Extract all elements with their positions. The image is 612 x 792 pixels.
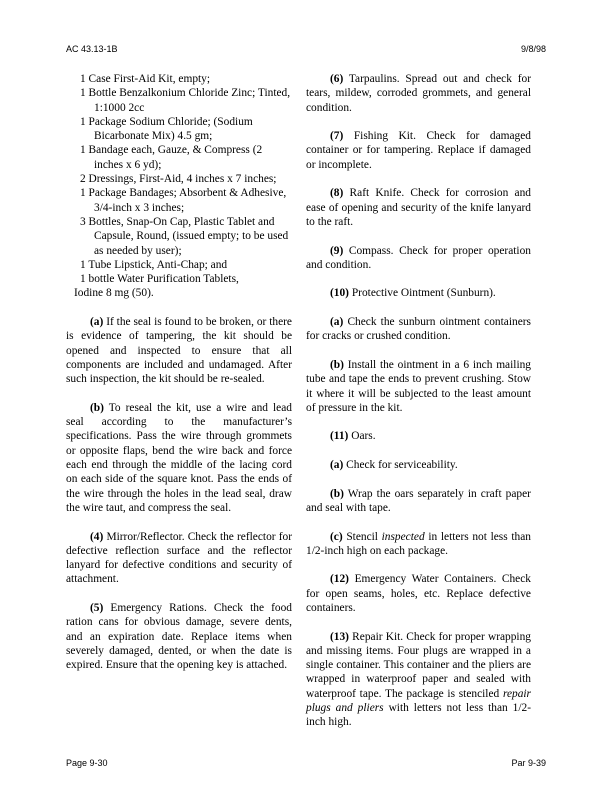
- paragraph-number: (b): [90, 401, 104, 414]
- paragraph-number: (9): [330, 244, 344, 257]
- footer-page-number: Page 9-30: [66, 758, 108, 768]
- list-item: 3 Bottles, Snap-On Cap, Plastic Tablet and Capsule, Round, (issued empty; to be used as needed by user);: [80, 215, 289, 257]
- paragraph-11c: [306, 530, 531, 559]
- list-item: 1 Package Bandages; Absorbent & Adhesive, 3/4-inch x 3 inches;: [80, 187, 287, 214]
- paragraph-number: (11): [330, 430, 349, 443]
- paragraph-text: Tarpaulins. Spread out and check for tears, mildew, corroded grommets, and general condition.: [306, 73, 531, 114]
- paragraph-11a: [306, 458, 531, 472]
- paragraph-text: Mirror/Reflector. Check the reflector for defective reflection surface and the reflector lanyard for defective conditions and security of attachment.: [66, 530, 292, 586]
- paragraph-b-reseal: [66, 401, 292, 515]
- paragraph-9-compass: [306, 244, 531, 273]
- paragraph-text: Check the sunburn ointment containers for cracks or crushed condition.: [306, 316, 531, 343]
- paragraph-6-tarpaulins: [306, 72, 531, 115]
- paragraph-number: (c): [330, 530, 343, 543]
- paragraph-4-mirror: [66, 530, 292, 587]
- paragraph-number: (4): [90, 530, 104, 543]
- list-item: 2 Dressings, First-Aid, 4 inches x 7 inches;: [80, 173, 277, 186]
- paragraph-text: Protective Ointment (Sunburn).: [351, 287, 496, 300]
- paragraph-a-broken-seal: [66, 315, 292, 386]
- kit-contents-list: [74, 72, 292, 301]
- header-doc-id: AC 43.13-1B: [66, 44, 118, 54]
- paragraph-12-water-containers: [306, 572, 531, 615]
- paragraph-number: (13): [330, 630, 349, 643]
- list-item: 1 bottle Water Purification Tablets,: [80, 273, 239, 286]
- right-column: [306, 72, 531, 744]
- paragraph-text: To reseal the kit, use a wire and lead seal according to the manufacturer’s specifications. Pass the wire through grommets or opposite flaps, bend the wire back and force each end through the middle of the lacing cord on each side of the square knot. Pass the ends of the wire through the holes in the lead seal, draw the wire taut, and compress the seal.: [66, 401, 292, 514]
- paragraph-text: Check for serviceability.: [346, 459, 458, 472]
- paragraph-text: Emergency Rations. Check the food ration cans for obvious damage, severe dents, and an expiration date. Replace items when severely damaged, dented, or when the date is expired. Ensure that the opening key is attached.: [66, 601, 292, 672]
- paragraph-number: (8): [330, 187, 344, 200]
- emphasis-text: repair plugs and pliers: [306, 687, 531, 715]
- paragraph-number: (a): [330, 459, 344, 472]
- emphasis-text: inspected: [381, 530, 425, 543]
- paragraph-text: Repair Kit. Check for proper wrapping and missing items. Four plugs are wrapped in a single container. This container and the pliers are wrapped in waterproof paper and sealed with waterproof tape. The package is stenciled: [306, 630, 531, 700]
- paragraph-10b: [306, 358, 531, 415]
- list-item: 1 Tube Lipstick, Anti-Chap; and: [80, 258, 228, 271]
- paragraph-11b: [306, 487, 531, 516]
- paragraph-number: (a): [330, 316, 344, 329]
- paragraph-number: (5): [90, 601, 104, 614]
- paragraph-10-ointment: [306, 286, 531, 300]
- paragraph-number: (b): [330, 487, 344, 500]
- paragraph-text: If the seal is found to be broken, or there is evidence of tampering, the kit should be opened and inspected to ensure that all components are included and undamaged. After such inspection, the kit should be re-sealed.: [66, 316, 292, 386]
- paragraph-text: Oars.: [351, 430, 376, 443]
- paragraph-text: Fishing Kit. Check for damaged container or for tampering. Replace if damaged or incomplete.: [306, 130, 531, 171]
- list-item: 1 Case First-Aid Kit, empty;: [80, 73, 211, 85]
- list-item: 1 Package Sodium Chloride; (Sodium Bicarbonate Mix) 4.5 gm;: [80, 115, 253, 143]
- paragraph-7-fishing-kit: [306, 129, 531, 172]
- paragraph-11-oars: [306, 429, 531, 443]
- paragraph-text: Install the ointment in a 6 inch mailing tube and tape the ends to prevent crushing. Stow it where it will be subjected to the least amount of pressure in the kit.: [306, 358, 531, 414]
- paragraph-text: in letters not less than 1/2-inch high on each package.: [306, 530, 531, 557]
- paragraph-text: Stencil: [346, 530, 378, 543]
- paragraph-13-repair-kit: [306, 630, 531, 730]
- paragraph-10a: [306, 315, 531, 344]
- paragraph-text: Wrap the oars separately in craft paper and seal with tape.: [306, 487, 531, 514]
- paragraph-text: with letters not less than 1/2-inch high.: [306, 702, 531, 729]
- list-item: 1 Bottle Benzalkonium Chloride Zinc; Tinted, 1:1000 2cc: [80, 87, 291, 114]
- paragraph-number: (a): [90, 316, 104, 329]
- paragraph-number: (7): [330, 130, 344, 143]
- paragraph-number: (10): [330, 287, 349, 300]
- paragraph-number: (6): [330, 73, 344, 85]
- footer-paragraph-ref: Par 9-39: [511, 758, 546, 768]
- list-item: 1 Bandage each, Gauze, & Compress (2 inches x 6 yd);: [80, 144, 263, 171]
- paragraph-text: Compass. Check for proper operation and condition.: [306, 244, 531, 271]
- list-item: Iodine 8 mg (50).: [74, 287, 154, 300]
- paragraph-5-rations: [66, 601, 292, 672]
- paragraph-number: (b): [330, 358, 344, 371]
- paragraph-text: Emergency Water Containers. Check for open seams, holes, etc. Replace defective containers.: [306, 573, 531, 614]
- paragraph-text: Raft Knife. Check for corrosion and ease of opening and security of the knife lanyard to the raft.: [306, 187, 531, 228]
- left-column: [66, 72, 292, 687]
- paragraph-8-raft-knife: [306, 186, 531, 229]
- header-date: 9/8/98: [520, 44, 546, 54]
- paragraph-number: (12): [330, 573, 349, 586]
